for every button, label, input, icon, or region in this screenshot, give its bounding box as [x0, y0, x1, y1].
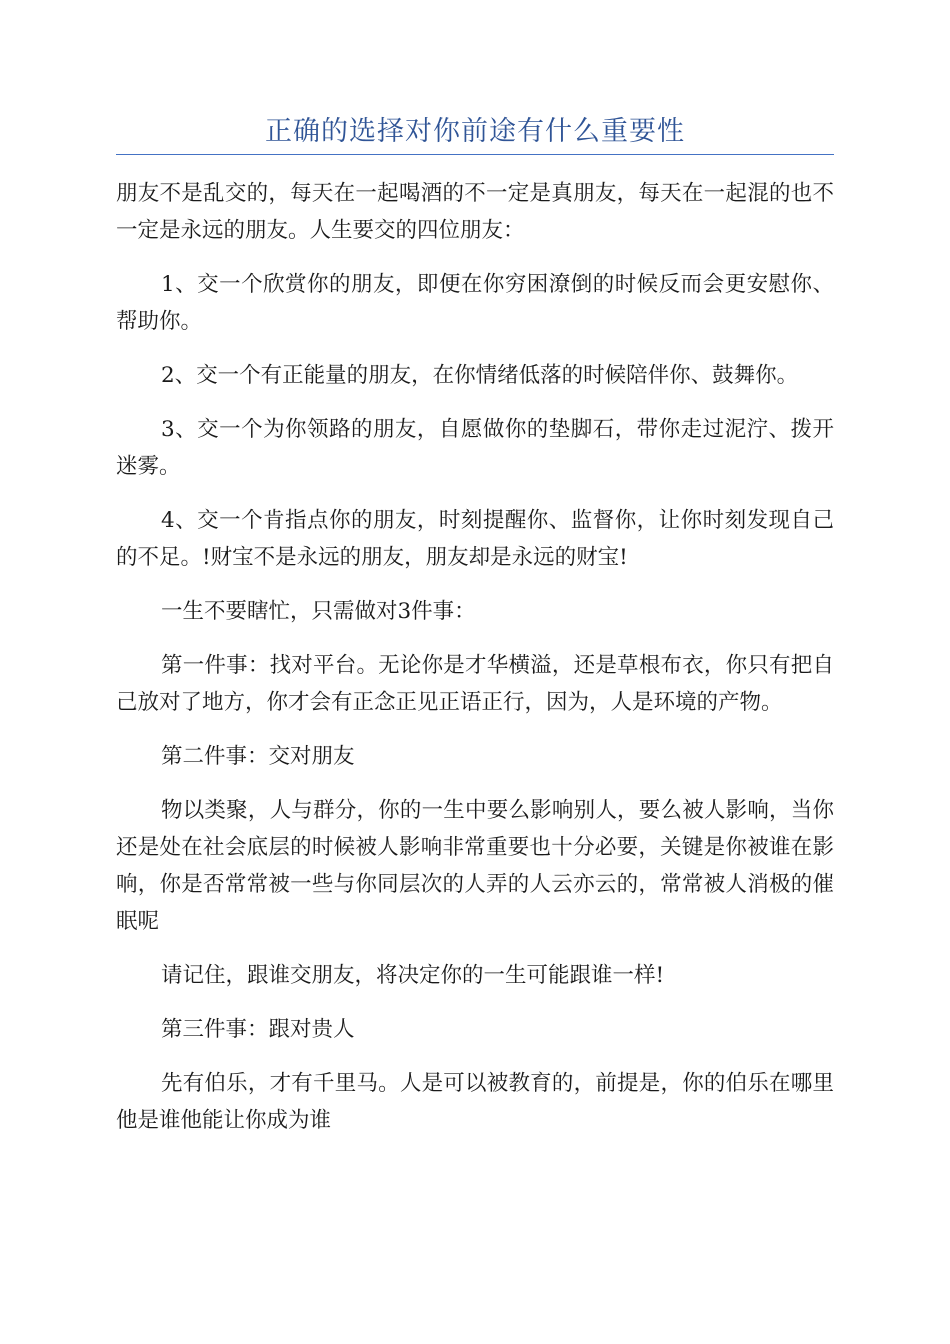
paragraph: 第一件事：找对平台。无论你是才华横溢，还是草根布衣，你只有把自己放对了地方，你才会有正念正见正语正行，因为，人是环境的产物。	[116, 653, 834, 715]
paragraph: 2、交一个有正能量的朋友，在你情绪低落的时候陪伴你、鼓舞你。	[161, 363, 799, 388]
paragraph: 物以类聚，人与群分，你的一生中要么影响别人，要么被人影响，当你还是处在社会底层的时候被人影响非常重要也十分必要，关键是你被谁在影响，你是否常常被一些与你同层次的人弄的人云亦云的，常常被人消极的催眠呢	[116, 798, 834, 934]
paragraph: 1、交一个欣赏你的朋友，即便在你穷困潦倒的时候反而会更安慰你、帮助你。	[116, 272, 834, 334]
document-title: 正确的选择对你前途有什么重要性	[265, 116, 685, 147]
title-underline	[116, 154, 834, 155]
paragraph: 请记住，跟谁交朋友，将决定你的一生可能跟谁一样!	[161, 963, 665, 988]
paragraph: 朋友不是乱交的，每天在一起喝酒的不一定是真朋友，每天在一起混的也不一定是永远的朋友。人生要交的四位朋友：	[116, 181, 834, 243]
paragraph: 一生不要瞎忙，只需做对3件事：	[161, 599, 476, 624]
paragraph: 第三件事：跟对贵人	[161, 1017, 355, 1042]
paragraph: 4、交一个肯指点你的朋友，时刻提醒你、监督你，让你时刻发现自己的不足。!财宝不是永远的朋友，朋友却是永远的财宝!	[116, 508, 834, 570]
paragraph: 第二件事：交对朋友	[161, 744, 355, 769]
paragraph: 先有伯乐，才有千里马。人是可以被教育的，前提是，你的伯乐在哪里他是谁他能让你成为谁	[116, 1071, 834, 1133]
document-body	[116, 175, 834, 1156]
paragraph: 3、交一个为你领路的朋友，自愿做你的垫脚石，带你走过泥泞、拨开迷雾。	[116, 417, 834, 479]
